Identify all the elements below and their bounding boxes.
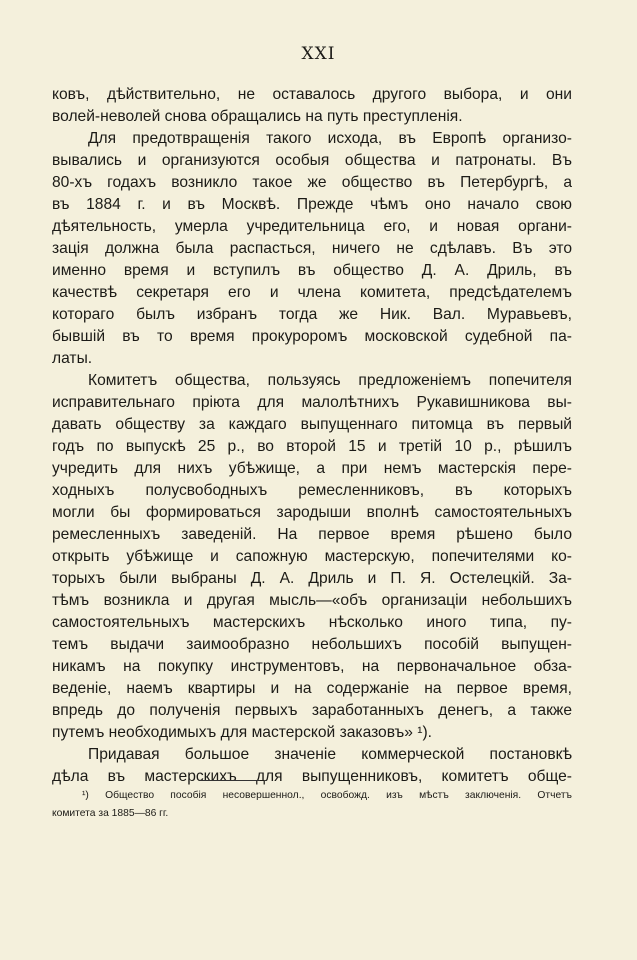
page-number: XXI [301,44,336,64]
text-line: вывались и организуются особыя общества и патронаты. Въ [52,152,572,169]
footnote-line: ¹) Общество пособія несовершеннол., освобожд. изъ мѣстъ заключенія. Отчетъ [82,790,572,801]
text-line: веденіе, наемъ квартиры и на содержаніе на первое время, [52,680,572,697]
text-line: темъ выдачи заимообразно небольшихъ пособій выпущен- [52,636,572,653]
text-line: зація должна была распасться, ничего не сдѣлавъ. Въ это [52,240,572,257]
text-line: исправительнаго пріюта для малолѣтнихъ Рукавишникова вы- [52,394,572,411]
text-line: учредить для нихъ убѣжище, а при немъ мастерскія пере- [52,460,572,477]
text-line: котораго былъ избранъ тогда же Ник. Вал. Муравьевъ, [52,306,572,323]
text-line: самостоятельныхъ мастерскихъ нѣсколько иного типа, пу- [52,614,572,631]
text-line: именно время и вступилъ въ общество Д. А. Дриль, въ [52,262,572,279]
text-line: давать обществу за каждаго выпущеннаго питомца въ первый [52,416,572,433]
footnote-line: комитета за 1885—86 гг. [52,808,169,819]
text-line: дѣятельность, умерла учредительница его, и новая органи- [52,218,572,235]
text-line: Придавая большое значеніе коммерческой постановкѣ [88,746,572,763]
text-line: Комитетъ общества, пользуясь предложеніемъ попечителя [88,372,572,389]
text-line: дѣла въ мастерскихъ для выпущенниковъ, комитетъ обще- [52,768,572,785]
text-line: впредь до полученія первыхъ заработанныхъ денегъ, а также [52,702,572,719]
text-line: качествѣ секретаря его и члена комитета, предсѣдателемъ [52,284,572,301]
text-line: ковъ, дѣйствительно, не оставалось другого выбора, и они [52,86,572,103]
text-line: годъ по выпускѣ 25 р., во второй 15 и третій 10 р., рѣшилъ [52,438,572,455]
text-line: Для предотвращенія такого исхода, въ Европѣ организо- [88,130,572,147]
text-line: ходныхъ полусвободныхъ ремесленниковъ, въ которыхъ [52,482,572,499]
text-line: никамъ на покупку инструментовъ, на первоначальное обза- [52,658,572,675]
text-line: волей-неволей снова обращались на путь преступленія. [52,108,463,125]
text-line: бывшій въ то время прокуроромъ московской судебной па- [52,328,572,345]
text-line: 80-хъ годахъ возникло такое же общество въ Петербургѣ, а [52,174,572,191]
text-line: латы. [52,350,93,367]
text-line: тѣмъ возникла и другая мысль—«объ организаціи небольшихъ [52,592,572,609]
text-line: могли бы формироваться зародыши вполнѣ самостоятельныхъ [52,504,572,521]
text-line: торыхъ были выбраны Д. А. Дриль и П. Я. Остелецкій. За- [52,570,572,587]
text-line: въ 1884 г. и въ Москвѣ. Прежде чѣмъ оно начало свою [52,196,572,213]
text-line: ремесленныхъ заведеній. На первое время рѣшено было [52,526,572,543]
text-line: открыть убѣжище и сапожную мастерскую, попечителями ко- [52,548,572,565]
footnote-divider [200,780,260,781]
text-line: путемъ необходимыхъ для мастерской заказовъ» ¹). [52,724,432,741]
body-text [52,84,572,788]
footnotes [52,787,572,823]
